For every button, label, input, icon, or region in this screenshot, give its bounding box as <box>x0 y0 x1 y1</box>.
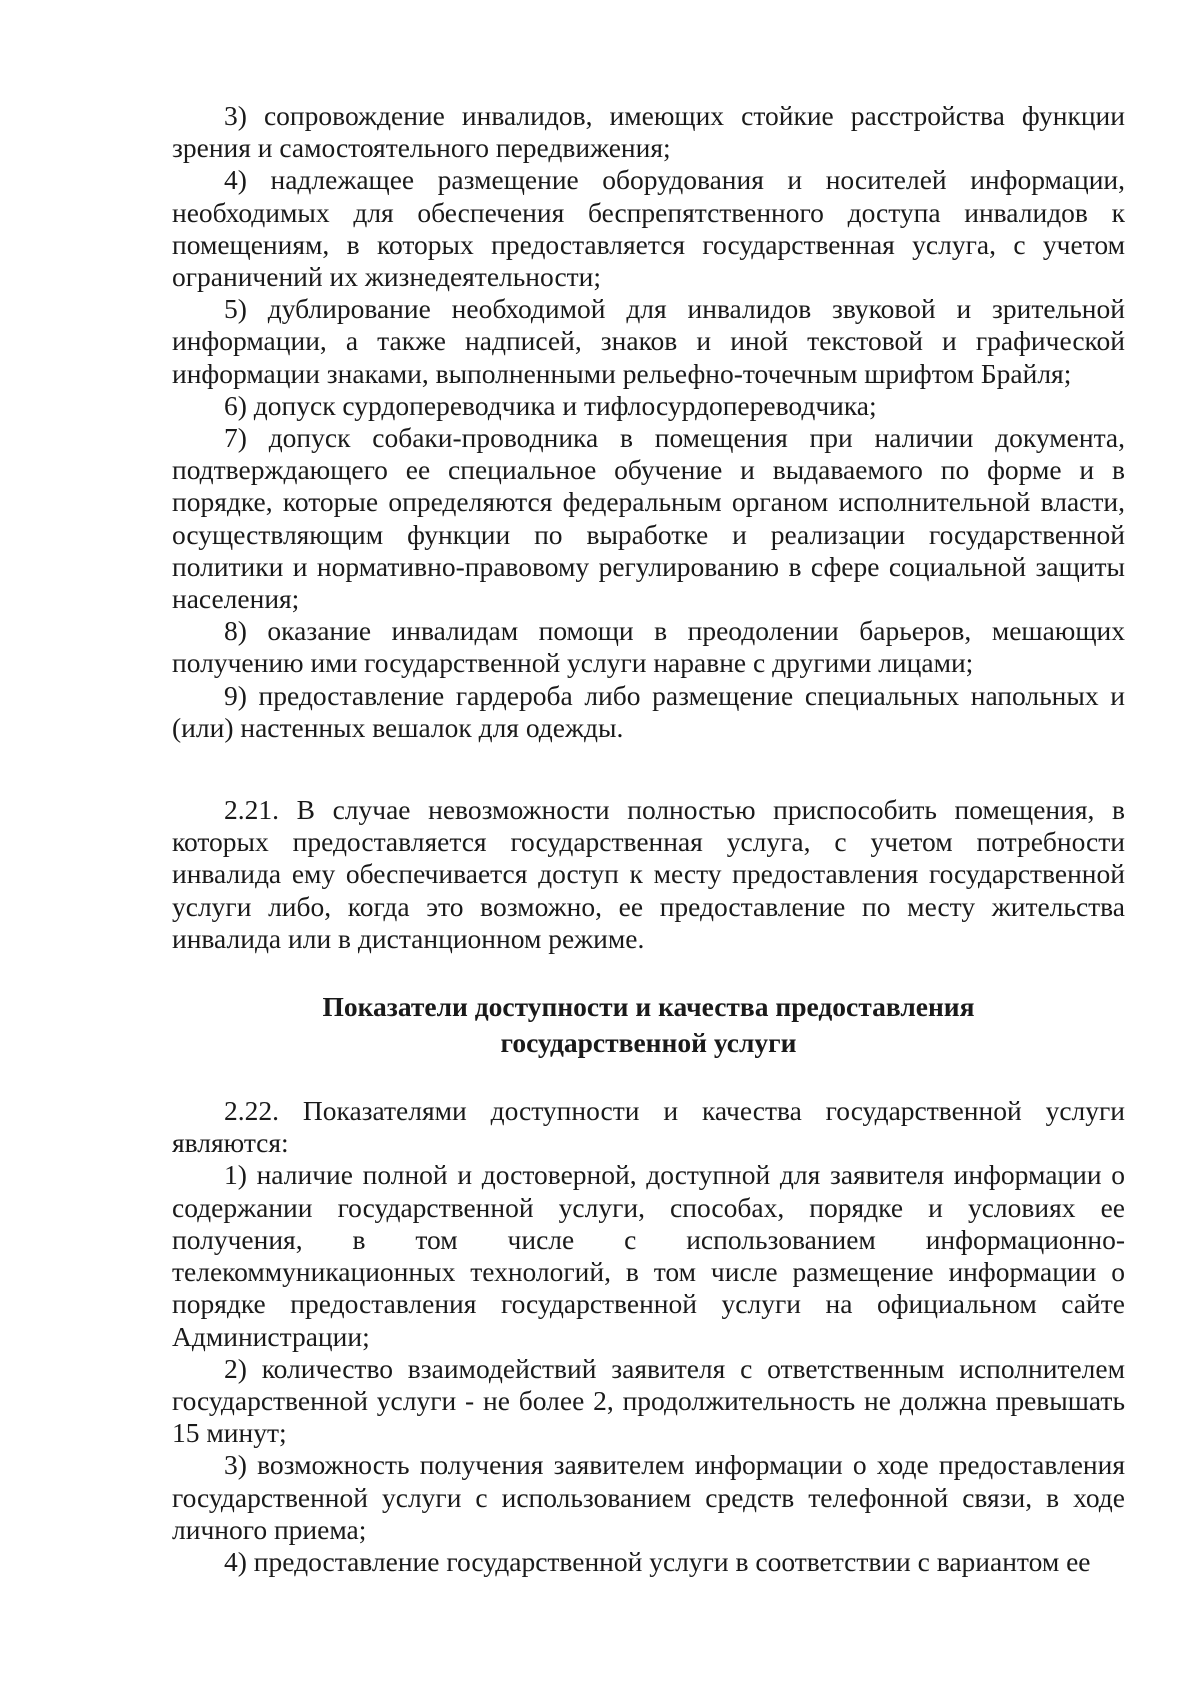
spacer <box>172 955 1125 989</box>
list-item: 6) допуск сурдопереводчика и тифлосурдопереводчика; <box>224 389 877 421</box>
list-item: 3) сопровождение инвалидов, имеющих стойкие расстройства функции зрения и самостоятельного передвижения; <box>172 100 1125 164</box>
list-item: 8) оказание инвалидам помощи в преодолении барьеров, мешающих получению ими государственной услуги наравне с другими лицами; <box>172 615 1125 679</box>
list-item: 5) дублирование необходимой для инвалидов звуковой и зрительной информации, а также надписей, знаков и иной текстовой и графической информации знаками, выполненными рельефно-точечным шрифтом Брайля; <box>172 293 1125 389</box>
section-heading <box>172 989 1125 1061</box>
spacer <box>172 744 1125 794</box>
list-item: 1) наличие полной и достоверной, доступной для заявителя информации о содержании государственной услуги, способах, порядке и условиях ее получения, в том числе с использованием информационно-телекоммуникационных технологий, в том числе размещение информации о порядке предоставления государственной услуги на официальном сайте Администрации; <box>172 1159 1125 1352</box>
list-item: 2) количество взаимодействий заявителя с ответственным исполнителем государственной услуги - не более 2, продолжительность не должна превышать 15 минут; <box>172 1352 1125 1449</box>
list-item: 4) надлежащее размещение оборудования и носителей информации, необходимых для обеспечения беспрепятственного доступа инвалидов к помещениям, в которых предоставляется государственная услуга, с учетом ограничений их жизнедеятельности; <box>172 164 1125 293</box>
document-page <box>172 100 1125 1578</box>
clause-2-22-intro: 2.22. Показателями доступности и качества государственной услуги являются: <box>172 1095 1125 1159</box>
section-heading-line1: Показатели доступности и качества предоставления <box>322 991 975 1023</box>
list-item: 3) возможность получения заявителем информации о ходе предоставления государственной услуги с использованием средств телефонной связи, в ходе личного приема; <box>172 1449 1125 1545</box>
list-item: 4) предоставление государственной услуги в соответствии с вариантом ее <box>224 1545 1091 1577</box>
list-item: 9) предоставление гардероба либо размещение специальных напольных и (или) настенных вешалок для одежды. <box>172 679 1125 743</box>
list-item: 7) допуск собаки-проводника в помещения при наличии документа, подтверждающего ее специальное обучение и выдаваемого по форме и в порядке, которые определяются федеральным органом исполнительной власти, осуществляющим функции по выработке и реализации государственной политики и нормативно-правовому регулированию в сфере социальной защиты населения; <box>172 422 1125 615</box>
section-heading-line2: государственной услуги <box>500 1027 797 1059</box>
spacer <box>172 1061 1125 1095</box>
clause-2-21: 2.21. В случае невозможности полностью приспособить помещения, в которых предоставляется государственная услуга, с учетом потребности инвалида ему обеспечивается доступ к месту предоставления государственной услуги либо, когда это возможно, ее предоставление по месту жительства инвалида или в дистанционном режиме. <box>172 794 1125 954</box>
